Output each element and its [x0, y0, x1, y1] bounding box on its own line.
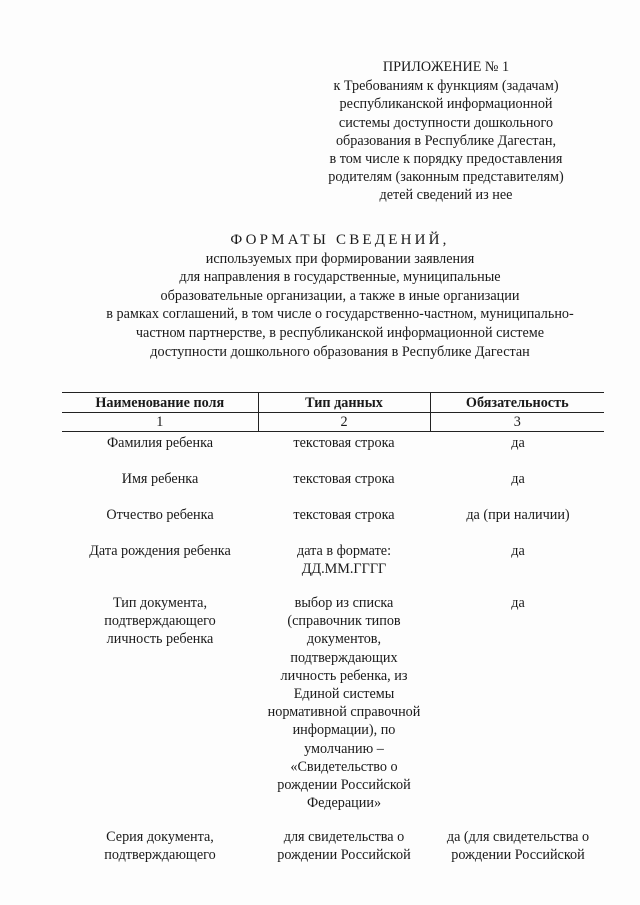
cell-line: умолчанию –: [304, 740, 384, 757]
cell-line: ДД.ММ.ГГГГ: [301, 561, 387, 578]
cell-line: подтверждающих: [290, 649, 398, 666]
required-cell: [430, 540, 604, 592]
field-name-cell: [62, 592, 258, 826]
cell-line: (справочник типов: [287, 613, 401, 630]
cell-line: информации), по: [292, 722, 396, 739]
appendix-line: республиканской информационной: [339, 96, 553, 113]
formats-line: образовательные организации, а также в иные организации: [160, 287, 520, 304]
formats-heading: [60, 231, 620, 361]
column-number: 1: [62, 413, 258, 432]
table-body: [62, 432, 604, 866]
header-data-type: Тип данных: [258, 393, 430, 413]
cell-line: да (при наличии): [466, 506, 570, 523]
appendix-line: системы доступности дошкольного: [338, 114, 554, 131]
header-field-name: Наименование поля: [62, 393, 258, 413]
cell-line: выбор из списка: [294, 594, 394, 611]
formats-line: используемых при формировании заявления: [205, 250, 475, 267]
cell-line: текстовая строка: [293, 435, 395, 452]
data-type-cell: [258, 432, 430, 468]
cell-line: Отчество ребенка: [106, 506, 214, 523]
data-type-cell: [258, 592, 430, 826]
cell-line: да: [511, 542, 525, 559]
table-row: [62, 592, 604, 826]
formats-line: для направления в государственные, муниципальные: [179, 269, 501, 286]
cell-line: Единой системы: [293, 685, 395, 702]
column-number: 3: [430, 413, 604, 432]
header-required: Обязательность: [430, 393, 604, 413]
cell-line: нормативной справочной: [267, 704, 421, 721]
required-cell: [430, 468, 604, 504]
cell-line: подтверждающего: [104, 847, 216, 864]
cell-line: личность ребенка: [106, 631, 214, 648]
appendix-block: [300, 58, 592, 205]
table-header-row: [62, 393, 604, 413]
formats-line: частном партнерстве, в республиканской информационной системе: [135, 324, 545, 341]
data-type-cell: [258, 504, 430, 540]
cell-line: да: [511, 435, 525, 452]
appendix-line: родителям (законным представителям): [328, 169, 564, 186]
cell-line: личность ребенка, из: [280, 667, 408, 684]
cell-line: для свидетельства о: [283, 828, 405, 845]
cell-line: текстовая строка: [293, 470, 395, 487]
cell-line: «Свидетельство о: [290, 758, 398, 775]
formats-line: в рамках соглашений, в том числе о государственно-частном, муниципально-: [106, 306, 574, 323]
table-number-row: [62, 413, 604, 432]
cell-line: да: [511, 594, 525, 611]
cell-line: дата в формате:: [296, 542, 392, 559]
cell-line: Федерации»: [306, 795, 382, 812]
cell-line: Имя ребенка: [121, 470, 199, 487]
data-type-cell: [258, 826, 430, 866]
data-type-cell: [258, 468, 430, 504]
cell-line: рождении Российской: [451, 847, 585, 864]
formats-line: доступности дошкольного образования в Республике Дагестан: [150, 343, 530, 360]
appendix-title: ПРИЛОЖЕНИЕ № 1: [382, 59, 510, 75]
required-cell: [430, 592, 604, 826]
cell-line: да: [511, 470, 525, 487]
cell-line: документов,: [306, 631, 382, 648]
cell-line: текстовая строка: [293, 506, 395, 523]
field-name-cell: [62, 504, 258, 540]
cell-line: Тип документа,: [112, 594, 208, 611]
cell-line: рождении Российской: [277, 776, 411, 793]
table-row: [62, 468, 604, 504]
column-number: 2: [258, 413, 430, 432]
cell-line: Серия документа,: [106, 828, 214, 845]
table-row: [62, 540, 604, 592]
appendix-line: детей сведений из нее: [379, 187, 513, 204]
required-cell: [430, 826, 604, 866]
cell-line: Фамилия ребенка: [106, 435, 214, 452]
field-name-cell: [62, 826, 258, 866]
table-row: [62, 826, 604, 866]
cell-line: Дата рождения ребенка: [89, 542, 231, 559]
data-type-cell: [258, 540, 430, 592]
appendix-line: к Требованиям к функциям (задачам): [333, 78, 559, 95]
formats-title: ФОРМАТЫ СВЕДЕНИЙ,: [230, 232, 450, 248]
appendix-line: в том числе к порядку предоставления: [329, 151, 563, 168]
table-row: [62, 432, 604, 468]
fields-table: [62, 392, 604, 866]
field-name-cell: [62, 468, 258, 504]
field-name-cell: [62, 432, 258, 468]
field-name-cell: [62, 540, 258, 592]
table-row: [62, 504, 604, 540]
required-cell: [430, 504, 604, 540]
cell-line: подтверждающего: [104, 613, 216, 630]
cell-line: да (для свидетельства о: [446, 828, 590, 845]
appendix-line: образования в Республике Дагестан,: [335, 132, 557, 149]
cell-line: рождении Российской: [277, 847, 411, 864]
required-cell: [430, 432, 604, 468]
